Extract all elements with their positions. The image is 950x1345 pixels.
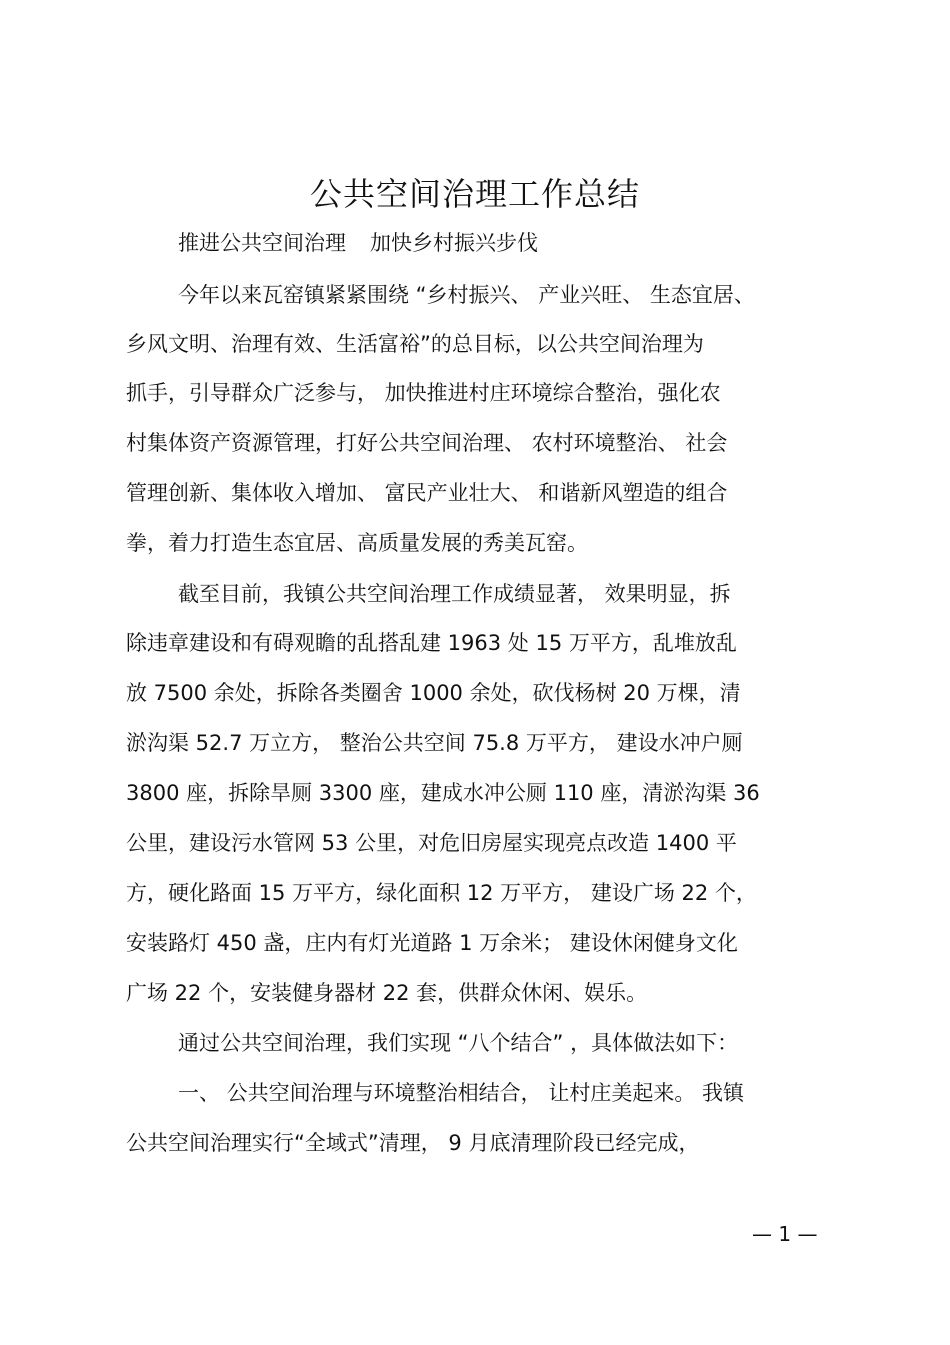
body-line-16: 通过公共空间治理，我们实现 “八个结合” ，具体做法如下： [178, 1031, 739, 1055]
document-title: 公共空间治理工作总结 [309, 175, 640, 213]
body-line-2: 乡风文明、治理有效、生活富裕”的总目标，以公共空间治理为 [126, 332, 704, 356]
body-line-1: 今年以来瓦窑镇紧紧围绕 “乡村振兴、 产业兴旺、 生态宜居、 [178, 283, 755, 307]
body-line-6: 拳，着力打造生态宜居、高质量发展的秀美瓦窑。 [126, 531, 588, 555]
document-subtitle [178, 225, 538, 261]
body-line-7: 截至目前，我镇公共空间治理工作成绩显著， 效果明显，拆 [178, 582, 731, 606]
body-line-8: 除违章建设和有碍观瞻的乱搭乱建 1963 处 15 万平方，乱堆放乱 [126, 631, 737, 655]
body-line-4: 村集体资产资源管理，打好公共空间治理、 农村环境整治、 社会 [126, 431, 728, 455]
body-line-10: 淤沟渠 52.7 万立方， 整治公共空间 75.8 万平方， 建设水冲户厕 [126, 731, 743, 755]
body-line-14: 安装路灯 450 盏，庄内有灯光道路 1 万余米； 建设休闲健身文化 [126, 931, 738, 955]
body-line-17: 一、 公共空间治理与环境整治相结合， 让村庄美起来。 我镇 [178, 1081, 745, 1105]
body-line-3: 抓手，引导群众广泛参与， 加快推进村庄环境综合整治，强化农 [126, 381, 721, 405]
body-line-12: 公里，建设污水管网 53 公里，对危旧房屋实现亮点改造 1400 平 [126, 831, 737, 855]
body-line-13: 方，硬化路面 15 万平方，绿化面积 12 万平方， 建设广场 22 个， [126, 881, 757, 905]
body-line-18: 公共空间治理实行“全域式”清理， 9 月底清理阶段已经完成， [126, 1131, 700, 1155]
subtitle-part-1: 推进公共空间治理 [178, 231, 346, 255]
page-number: — 1 — [752, 1222, 818, 1246]
body-line-9: 放 7500 余处，拆除各类圈舍 1000 余处，砍伐杨树 20 万棵，清 [126, 681, 741, 705]
subtitle-part-2: 加快乡村振兴步伐 [370, 231, 538, 255]
body-line-11: 3800 座，拆除旱厕 3300 座，建成水冲公厕 110 座，清淤沟渠 36 [126, 781, 760, 805]
body-line-15: 广场 22 个，安装健身器材 22 套，供群众休闲、娱乐。 [126, 981, 648, 1005]
body-line-5: 管理创新、集体收入增加、 富民产业壮大、 和谐新风塑造的组合 [126, 481, 728, 505]
